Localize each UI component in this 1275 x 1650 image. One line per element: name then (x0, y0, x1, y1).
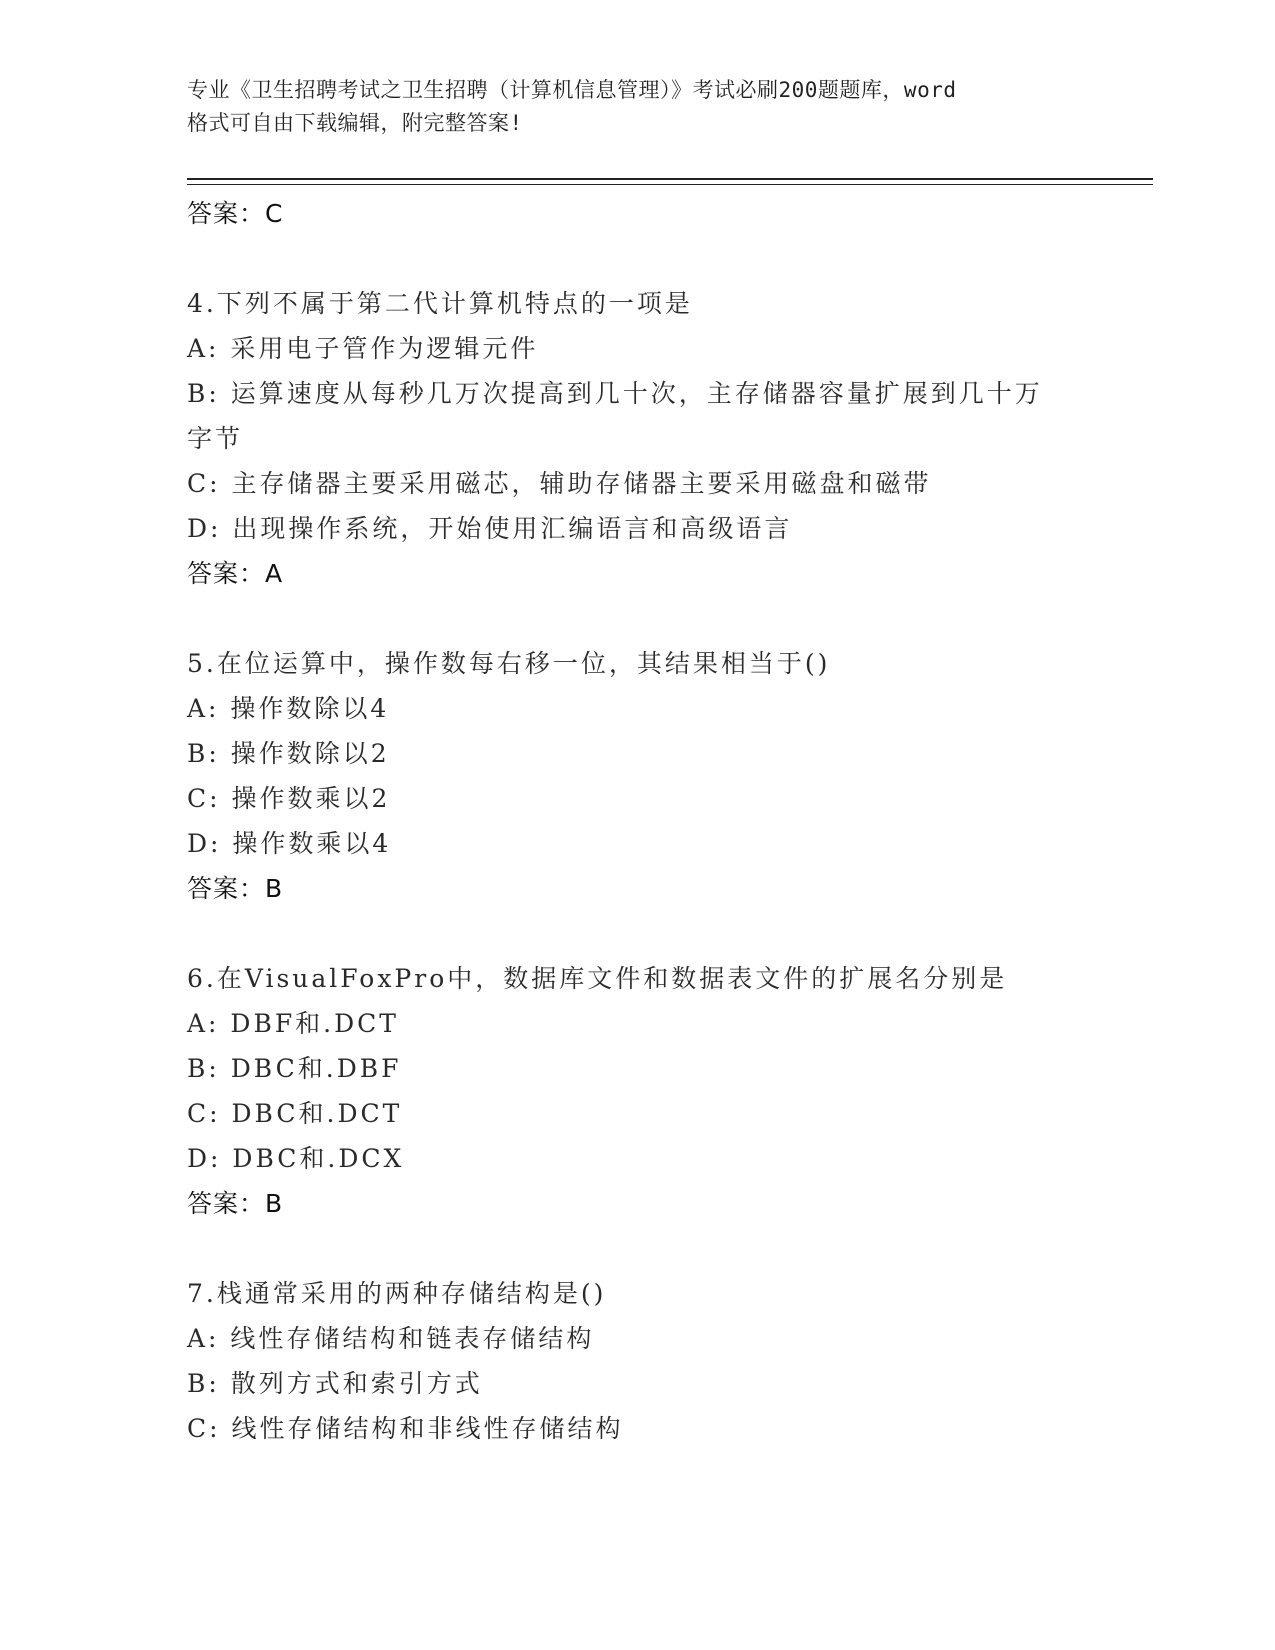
question-4-option-d: D: 出现操作系统，开始使用汇编语言和高级语言 (187, 514, 793, 543)
header-title-line-1: 专业《卫生招聘考试之卫生招聘（计算机信息管理）》考试必刷200题题库，word (187, 78, 957, 102)
spacer (187, 1226, 1147, 1271)
question-7-option-b: B: 散列方式和索引方式 (187, 1369, 483, 1398)
question-5-option-b: B: 操作数除以2 (187, 739, 390, 768)
question-6 (187, 956, 1147, 1226)
question-7 (187, 1271, 1147, 1451)
header-divider-thick (187, 178, 1153, 180)
question-5-option-c: C: 操作数乘以2 (187, 784, 391, 813)
question-7-option-c: C: 线性存储结构和非线性存储结构 (187, 1414, 624, 1443)
document-header (187, 74, 1087, 140)
spacer (187, 236, 1147, 281)
spacer (187, 596, 1147, 641)
question-4 (187, 281, 1147, 596)
question-6-option-b: B: DBC和.DBF (187, 1054, 402, 1083)
question-6-option-a: A: DBF和.DCT (187, 1009, 399, 1038)
header-title-line-2: 格式可自由下载编辑，附完整答案! (187, 111, 523, 135)
question-7-option-a: A: 线性存储结构和链表存储结构 (187, 1324, 595, 1353)
question-5-answer: 答案：B (187, 874, 284, 903)
question-5-option-a: A: 操作数除以4 (187, 694, 390, 723)
question-6-option-d: D: DBC和.DCX (187, 1144, 405, 1173)
question-7-stem: 7.栈通常采用的两种存储结构是() (187, 1279, 607, 1308)
question-4-option-b: B: 运算速度从每秒几万次提高到几十次，主存储器容量扩展到几十万字节 (187, 379, 1043, 453)
question-4-option-a: A: 采用电子管作为逻辑元件 (187, 334, 539, 363)
header-divider-thin (187, 184, 1153, 185)
question-6-option-c: C: DBC和.DCT (187, 1099, 403, 1128)
question-4-option-c: C: 主存储器主要采用磁芯，辅助存储器主要采用磁盘和磁带 (187, 469, 932, 498)
question-6-answer: 答案：B (187, 1189, 284, 1218)
question-5-stem: 5.在位运算中，操作数每右移一位，其结果相当于() (187, 649, 831, 678)
question-6-stem: 6.在VisualFoxPro中，数据库文件和数据表文件的扩展名分别是 (187, 964, 1008, 993)
question-5-option-d: D: 操作数乘以4 (187, 829, 392, 858)
question-list (187, 191, 1147, 1451)
spacer (187, 911, 1147, 956)
previous-answer: 答案：C (187, 199, 284, 228)
question-4-answer: 答案：A (187, 559, 284, 588)
question-4-stem: 4.下列不属于第二代计算机特点的一项是 (187, 289, 693, 318)
question-5 (187, 641, 1147, 911)
